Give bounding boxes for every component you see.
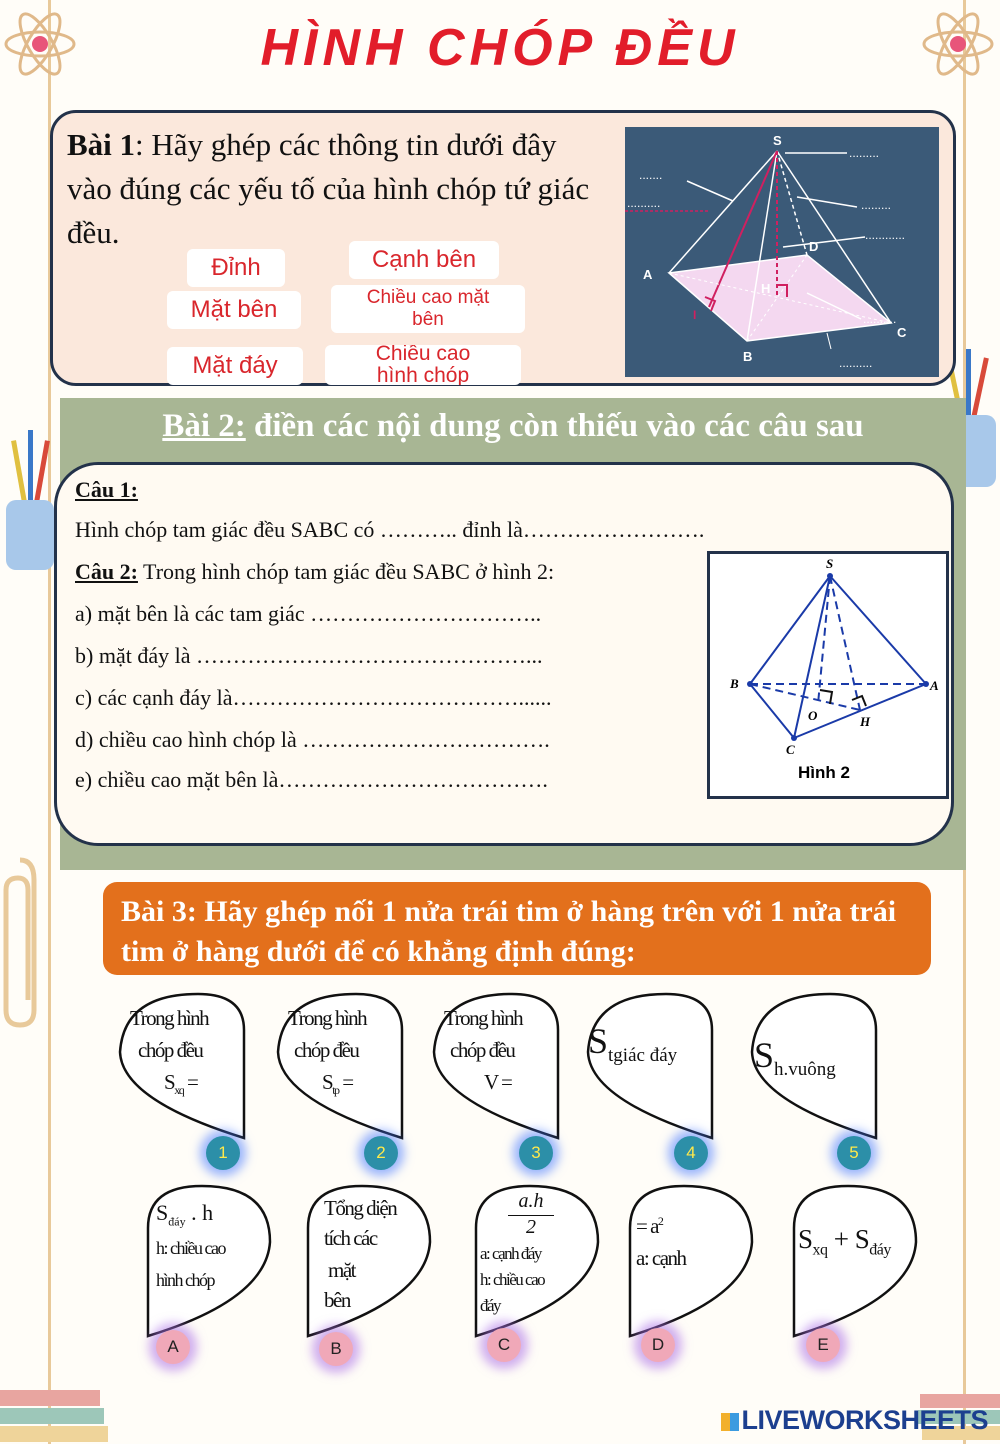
bai1-text: : Hãy ghép các thông tin dưới đây vào đúng các yếu tố của hình chóp tứ giác đều. [67, 127, 590, 250]
blank-1[interactable]: ....... [639, 168, 663, 182]
bai2-heading-text: điền các nội dung còn thiếu vào các câu sau [245, 408, 864, 444]
heart-1-line1: Trong hình [130, 1006, 209, 1030]
heart-3-line1: Trong hình [444, 1006, 523, 1030]
fig2-vertex-h: H [860, 714, 871, 729]
badge-5: 5 [837, 1136, 871, 1170]
heart-c-line2: a: cạnh đáy [480, 1244, 541, 1263]
heart-b-line3: mặt [328, 1258, 355, 1282]
fig2-caption: Hình 2 [798, 763, 850, 782]
heart-top-1[interactable] [110, 990, 260, 1145]
heart-bottom-e[interactable] [788, 1180, 920, 1345]
heart-4-formula: $S_{tgiác đáy}$ [588, 1021, 678, 1067]
badge-c: C [487, 1328, 521, 1362]
pencil-jar-left-icon [0, 420, 60, 580]
badge-e: E [806, 1328, 840, 1362]
blank-5[interactable]: .......... [627, 196, 661, 210]
cau2-text: Trong hình chóp tam giác đều SABC ở hình 2: [137, 559, 555, 584]
heart-bottom-b[interactable] [302, 1180, 434, 1345]
chip-mat-ben[interactable]: Mặt bên [167, 291, 301, 329]
heart-2-formula: $S_{tp}$ = [322, 1070, 353, 1098]
books-left-icon [0, 1386, 110, 1444]
cau2-item-a[interactable]: a) mặt bên là các tam giác ………………………….. [75, 601, 542, 626]
heart-5-formula: $S_{h.vuông}$ [754, 1035, 836, 1081]
logo-mark-icon [721, 1413, 739, 1431]
heart-top-5[interactable] [742, 990, 892, 1145]
cau1-label-line [75, 477, 138, 503]
fig2-vertex-o: O [808, 708, 818, 723]
blank-6[interactable]: .......... [863, 312, 897, 326]
heart-2-line1: Trong hình [288, 1006, 367, 1030]
cau1-text[interactable]: Hình chóp tam giác đều SABC có ……….. đỉnh là……………………. [75, 517, 705, 542]
chip-mat-day[interactable]: Mặt đáy [167, 347, 303, 385]
blank-4[interactable]: ............ [865, 228, 906, 242]
badge-b: B [319, 1332, 353, 1366]
fig2-vertex-a: A [930, 678, 939, 693]
heart-3-formula: V = [484, 1070, 512, 1094]
vertex-c: C [897, 325, 907, 340]
vertex-b: B [743, 349, 753, 364]
cau2-line [75, 559, 554, 585]
cau1-label: Câu 1: [75, 477, 138, 502]
heart-b-line1: Tổng diện [324, 1196, 397, 1220]
bai1-panel [50, 110, 956, 386]
heart-d-line1: = $a^2$ [636, 1214, 663, 1238]
heart-top-4[interactable] [578, 990, 728, 1145]
blank-7[interactable]: .......... [839, 356, 873, 370]
chip-chieu-cao-mat-ben[interactable]: Chiều cao mặt bên [331, 285, 525, 333]
bai3-heading: Bài 3: Hãy ghép nối 1 nửa trái tim ở hàng trên với 1 nửa trái tim ở hàng dưới để có khẳng định đúng: [103, 882, 931, 975]
cau2-item-d[interactable]: d) chiều cao hình chóp là ……………………………. [75, 727, 550, 752]
heart-3-line2: chóp đều [450, 1038, 515, 1062]
heart-bottom-a[interactable] [142, 1180, 274, 1345]
heart-top-2[interactable] [268, 990, 418, 1145]
badge-2: 2 [364, 1136, 398, 1170]
heart-1-line2: chóp đều [138, 1038, 203, 1062]
badge-4: 4 [674, 1136, 708, 1170]
bai2-heading-label: Bài 2: [162, 408, 246, 444]
badge-3: 3 [519, 1136, 553, 1170]
badge-a: A [156, 1330, 190, 1364]
bai2-heading [60, 408, 966, 445]
blank-2[interactable]: ......... [849, 146, 880, 160]
heart-a-line3: hình chóp [156, 1270, 214, 1290]
heart-c-line3: h: chiều cao [480, 1270, 545, 1289]
vertex-s: S [773, 133, 782, 148]
heart-1-formula: $S_{xq}$ = [164, 1070, 198, 1098]
bai1-label: Bài 1 [67, 127, 136, 162]
fig2-vertex-s: S [826, 556, 834, 571]
page-title: HÌNH CHÓP ĐỀU [260, 19, 740, 77]
heart-b-line4: bên [324, 1288, 350, 1312]
vertex-h: H [761, 281, 771, 296]
heart-a-formula: $S_{đáy}$ . h [156, 1200, 214, 1229]
logo-text: LIVEWORKSHEETS [741, 1405, 988, 1435]
badge-1: 1 [206, 1136, 240, 1170]
chip-chieu-cao-hinh-chop[interactable]: Chiều cao hình chóp [325, 345, 521, 385]
heart-b-line2: tích các [324, 1226, 377, 1250]
chip-canh-ben[interactable]: Cạnh bên [349, 241, 499, 279]
heart-bottom-c[interactable] [470, 1180, 602, 1345]
square-pyramid-figure [625, 127, 939, 377]
fig2-vertex-c: C [786, 742, 795, 757]
heart-2-line2: chóp đều [294, 1038, 359, 1062]
cau2-item-c[interactable]: c) các cạnh đáy là…………………………………...... [75, 685, 552, 710]
vertex-i: I [693, 308, 697, 322]
blank-3[interactable]: ......... [861, 198, 892, 212]
chip-dinh[interactable]: Đỉnh [187, 249, 285, 287]
bai2-card [54, 462, 954, 846]
badge-d: D [641, 1328, 675, 1362]
heart-c-fraction: a.h 2 [508, 1190, 554, 1239]
heart-top-3[interactable] [424, 990, 574, 1145]
bai1-instruction [67, 123, 607, 255]
cau2-item-b[interactable]: b) mặt đáy là ………………………………………... [75, 643, 543, 668]
cau2-label: Câu 2: [75, 559, 138, 584]
heart-d-line2: a: cạnh [636, 1246, 686, 1270]
heart-a-line2: h: chiều cao [156, 1238, 225, 1258]
bai2-panel [60, 398, 966, 870]
cau2-item-e[interactable]: e) chiều cao mặt bên là………………………………. [75, 767, 548, 792]
heart-bottom-d[interactable] [624, 1180, 756, 1345]
vertex-d: D [809, 239, 819, 254]
liveworksheets-logo[interactable] [721, 1405, 988, 1436]
heart-e-formula: $S_{xq} + S_{đáy}$ [798, 1224, 891, 1259]
triangular-pyramid-figure [707, 551, 949, 799]
fig2-vertex-b: B [730, 676, 739, 691]
paperclip-icon [0, 850, 40, 1030]
heart-c-line4: đáy [480, 1296, 501, 1315]
vertex-a: A [643, 267, 653, 282]
